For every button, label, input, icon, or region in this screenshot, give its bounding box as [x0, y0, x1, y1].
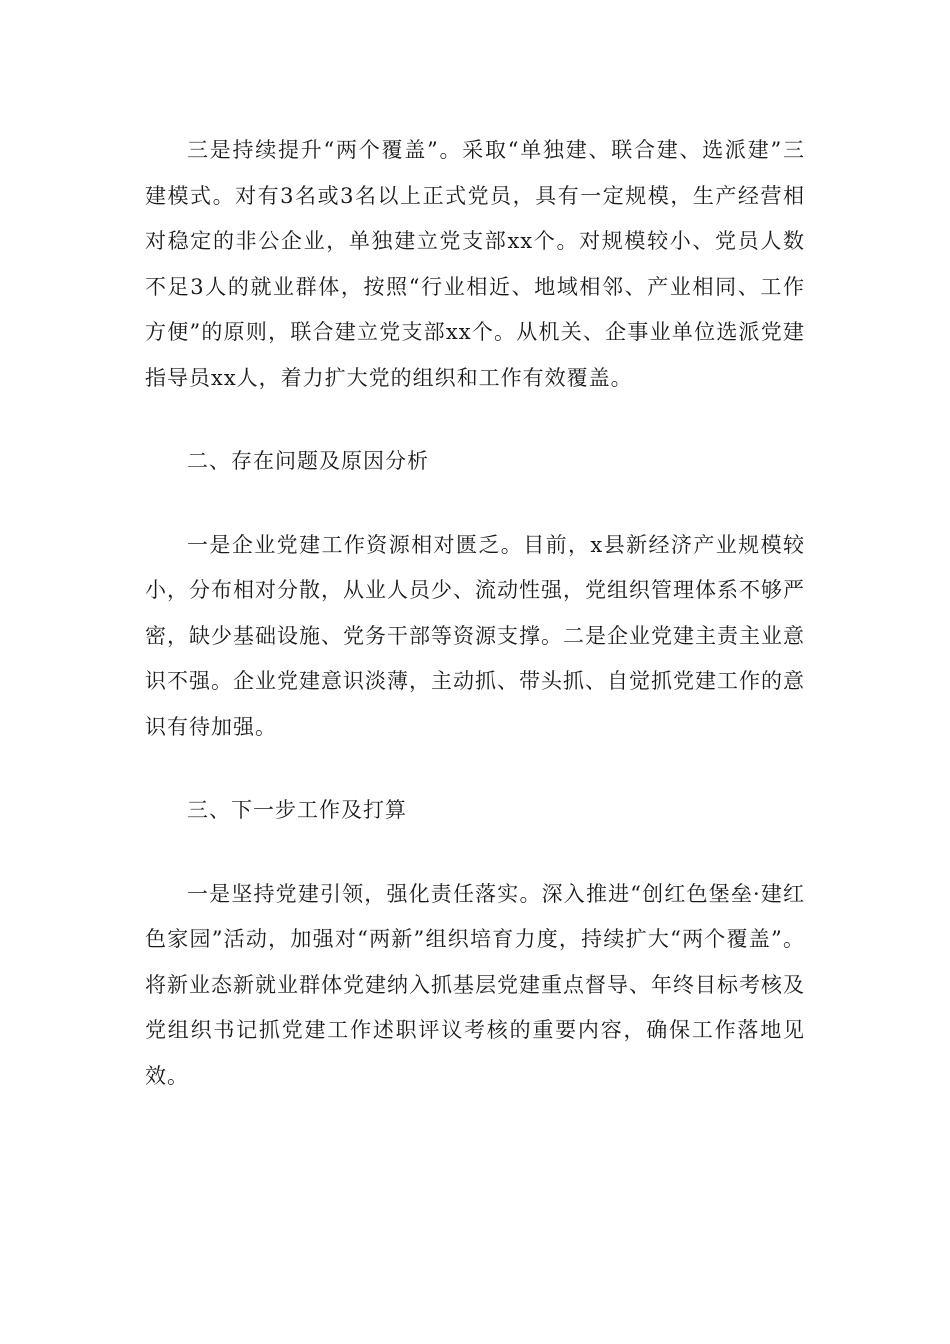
paragraph-next-steps: 一是坚持党建引领，强化责任落实。深入推进“创红色堡垒·建红色家园”活动，加强对“两新”组织培育力度，持续扩大“两个覆盖”。将新业态新就业群体党建纳入抓基层党建重点督导、年终目标考核及党组织书记抓党建工作述职评议考核的重要内容，确保工作落地见效。	[145, 881, 805, 1088]
section-heading-next-steps: 三、下一步工作及打算	[187, 798, 407, 822]
paragraph-problems-analysis: 一是企业党建工作资源相对匮乏。目前，x县新经济产业规模较小，分布相对分散，从业人员少、流动性强，党组织管理体系不够严密，缺少基础设施、党务干部等资源支撑。二是企业党建主责主业意识不强。企业党建意识淡薄，主动抓、带头抓、自觉抓党建工作的意识有待加强。	[145, 532, 805, 739]
paragraph-two-coverages: 三是持续提升“两个覆盖”。采取“单独建、联合建、选派建”三建模式。对有3名或3名以上正式党员，具有一定规模，生产经营相对稳定的非公企业，单独建立党支部xx个。对规模较小、党员人数不足3人的就业群体，按照“行业相近、地域相邻、产业相同、工作方便”的原则，联合建立党支部xx个。从机关、企事业单位选派党建指导员xx人，着力扩大党的组织和工作有效覆盖。	[145, 138, 805, 390]
section-heading-problems: 二、存在问题及原因分析	[187, 449, 429, 473]
document-body	[145, 128, 805, 1137]
